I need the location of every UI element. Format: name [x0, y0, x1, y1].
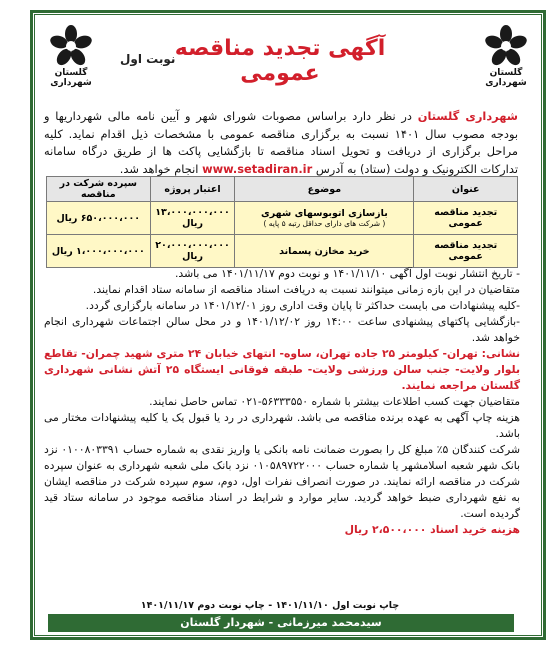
municipality-logo-left [42, 24, 100, 100]
document-cost: هزینه خرید اسناد ۲،۵۰۰،۰۰۰ ریال [344, 523, 520, 536]
table-header-row [47, 177, 518, 202]
row-subject: خرید مخازن پسماند [235, 235, 414, 268]
row-subject-text: بازسازی اتوبوسهای شهری [261, 208, 388, 219]
deadline-note: -کلیه پیشنهادات می بایست حداکثر تا پایان وقت اداری روز ۱۴۰۱/۱۲/۰۱ در سامانه بارگزاری گردد. [85, 299, 520, 312]
fee-note: هزینه چاپ آگهی به عهده برنده مناقصه می باشد. شهرداری در رد یا قبول یک یا کلیه پیشنهادات مختار می باشد. [44, 411, 520, 440]
tender-table [46, 176, 518, 268]
row-subject-note: ( شرکت های دارای حداقل رتبه ۵ پایه ) [263, 219, 386, 228]
intro-text-1: در نظر دارد براساس مصوبات شورای شهر و آیین نامه مالی شهرداریها و بودجه مصوب سال ۱۴۰۱ نسبت به برگزاری مناقصه عمومی با مشخصات ذیل اقدام نماید. کلیه مراحل برگزاری از دریافت و تحویل اسناد مناقصه تا بازگشایی پاکت ها از طریق درگاه سامانه تدارکات الکترونیک و دولت (ستاد) به آدرس [44, 109, 519, 176]
website-link[interactable]: www.setadiran.ir [202, 161, 313, 176]
header-subject: موضوع [235, 177, 414, 202]
header-title: عنوان [414, 177, 518, 202]
header-deposit: سپرده شرکت در مناقصه [47, 177, 151, 202]
header-budget: اعتبار پروژه [150, 177, 235, 202]
logo-text-top: گلستان [489, 68, 523, 78]
signature-bar: سیدمحمد میرزمانی - شهردار گلستان [48, 614, 514, 632]
logo-text-top: گلستان [54, 68, 88, 78]
logo-text-bottom: شهرداری [50, 78, 92, 88]
table-row [47, 202, 518, 235]
row-deposit: ۶۵۰،۰۰۰،۰۰۰ ریال [47, 202, 151, 235]
print-dates: چاپ نوبت اول ۱۴۰۱/۱۱/۱۰ - چاپ نوبت دوم ۱۴۰۱/۱۱/۱۷ [140, 600, 400, 611]
publish-dates: - تاریخ انتشار نوبت اول آگهی ۱۴۰۱/۱۱/۱۰ و نوبت دوم ۱۴۰۱/۱۱/۱۷ می باشد. [174, 267, 520, 280]
row-title: تجدید مناقصه عمومی [414, 235, 518, 268]
ad-body [44, 266, 520, 538]
org-name: شهرداری گلستان [417, 109, 518, 123]
flower-logo-icon [484, 24, 528, 68]
address-note: نشانی: تهران- کیلومتر ۲۵ جاده تهران، ساوه- انتهای خیابان ۲۴ متری شهید چمران- تقاطع بلوار ولایت- جنب سالن ورزشی ولایت- طبقه فوقانی ایستگاه ۲۵ آتش نشانی شهرداری گلستان مراجعه نمایند. [44, 347, 521, 392]
intro-paragraph [44, 108, 518, 178]
row-subject [235, 202, 414, 235]
municipality-logo-right [477, 24, 535, 100]
guarantee-note: شرکت کنندگان ۵٪ مبلغ کل را بصورت ضمانت نامه بانکی یا واریز نقدی به شماره حساب ۰۱۰۰۸۰۳۳۹۱ نزد بانک شهر شعبه اسلامشهر یا شماره حساب ۰۱۰۵۸۹۷۲۲۰۰۰ نزد بانک ملی شعبه شهرداری به عنوان سپرده شرکت در مناقصه ارائه نمایند. در صورت انصراف نفرات اول، دوم، سوم سپرده شرکت در مناقصه ایشان به نفع شهرداری ضبط خواهد گردید. سایر موارد و شرایط در اسناد مناقصه موجود در سامانه ستاد قید گردیده است. [44, 443, 520, 520]
round-label: نوبت اول [120, 52, 176, 66]
phone-note: متقاضیان جهت کسب اطلاعات بیشتر با شماره ۵۶۳۳۳۵۵۰-۰۲۱ تماس حاصل نمایند. [149, 395, 520, 408]
ad-title: آگهی تجدید مناقصه عمومی [174, 36, 386, 86]
row-budget: ۱۳،۰۰۰،۰۰۰،۰۰۰ ریال [150, 202, 235, 235]
row-title: تجدید مناقصه عمومی [414, 202, 518, 235]
download-note: متقاضیان در این بازه زمانی میتوانند نسبت به دریافت اسناد مناقصه از سامانه ستاد اقدام نمایند. [92, 283, 520, 296]
row-deposit: ۱،۰۰۰،۰۰۰،۰۰۰ ریال [47, 235, 151, 268]
flower-logo-icon [49, 24, 93, 68]
table-row [47, 235, 518, 268]
intro-text-2: انجام خواهد شد. [119, 161, 203, 176]
row-budget: ۲۰،۰۰۰،۰۰۰،۰۰۰ ریال [150, 235, 235, 268]
opening-note: -بازگشایی پاکتهای پیشنهادی ساعت ۱۴:۰۰ روز ۱۴۰۱/۱۲/۰۲ و در محل سالن اجتماعات شهرداری انجام خواهد شد. [44, 315, 521, 344]
logo-text-bottom: شهرداری [485, 78, 527, 88]
